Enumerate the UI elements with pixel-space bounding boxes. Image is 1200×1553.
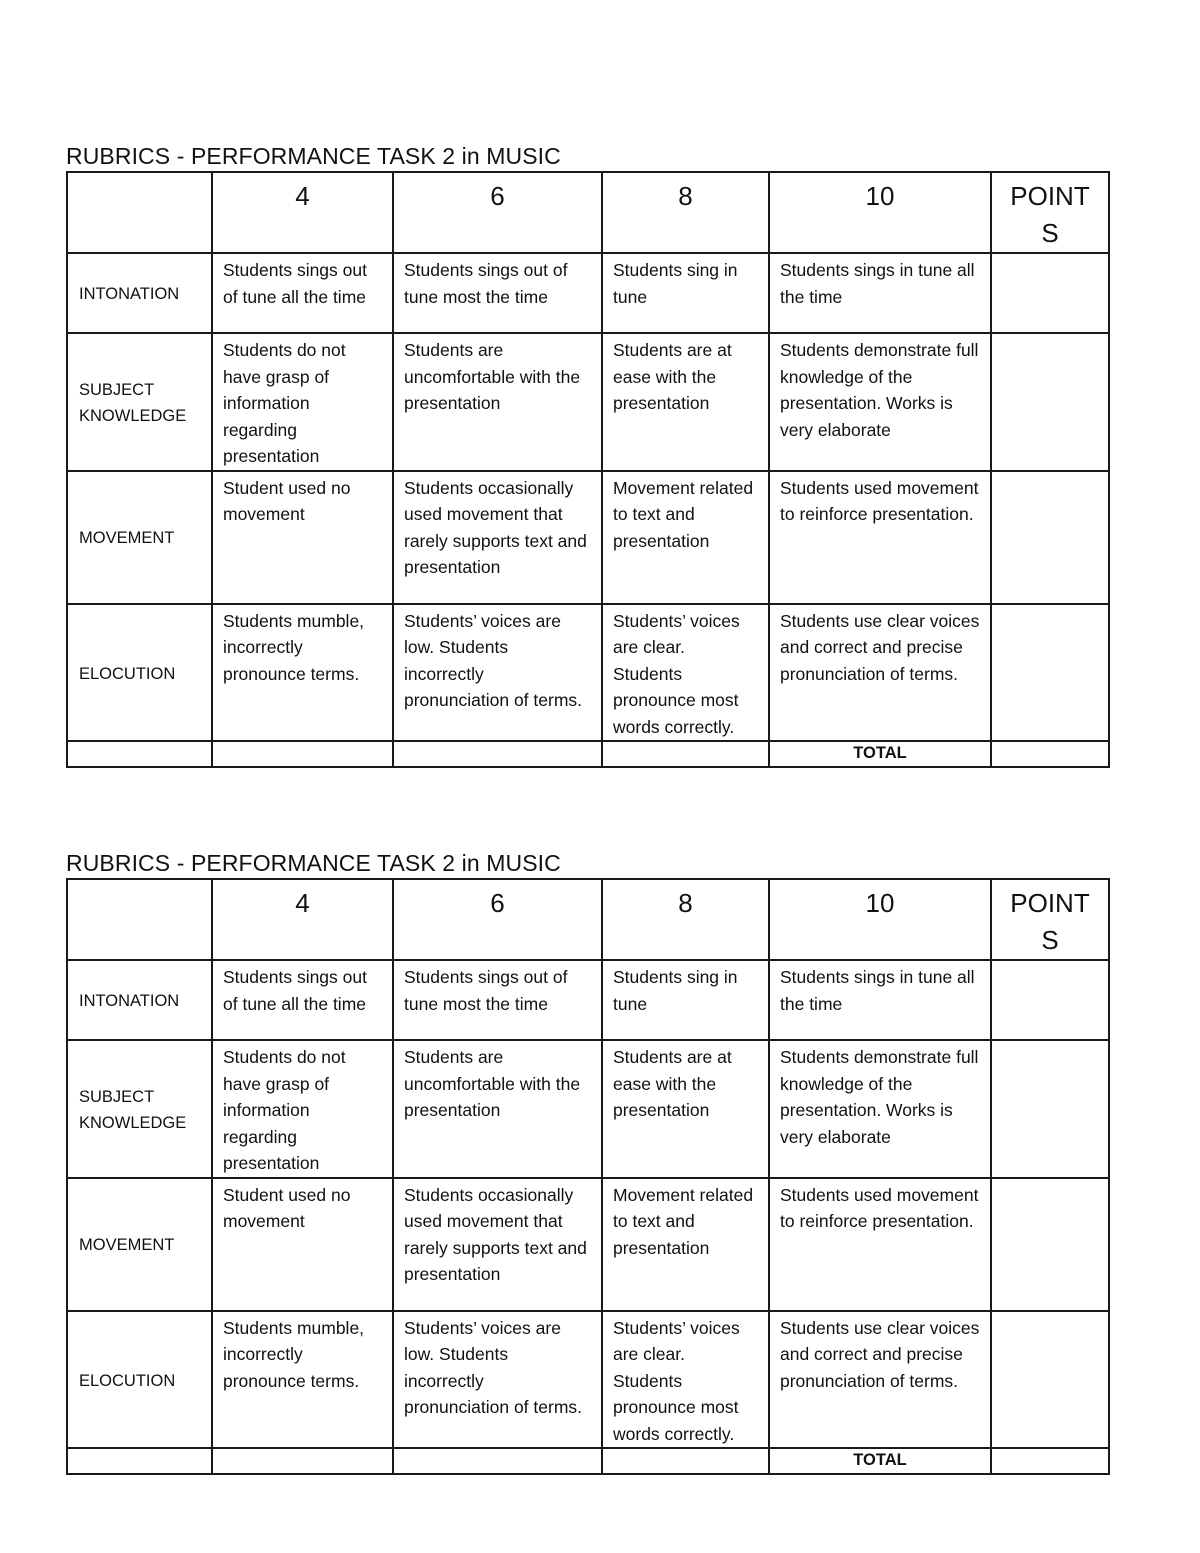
descriptor-cell: Movement related to text and presentation	[602, 1178, 769, 1311]
header-row	[67, 172, 1109, 253]
descriptor-cell: Students sings in tune all the time	[769, 253, 991, 333]
descriptor-cell: Students are uncomfortable with the presentation	[393, 333, 602, 471]
points-cell[interactable]	[991, 1178, 1109, 1311]
descriptor-cell: Students occasionally used movement that rarely supports text and presentation	[393, 1178, 602, 1311]
criterion-row-movement	[67, 1178, 1109, 1311]
rubric-title: RUBRICS - PERFORMANCE TASK 2 in MUSIC	[66, 850, 561, 876]
empty-cell	[393, 741, 602, 767]
descriptor-cell: Students sings out of tune all the time	[212, 253, 393, 333]
rubric-table	[66, 878, 1110, 1475]
descriptor-cell: Students demonstrate full knowledge of the presentation. Works is very elaborate	[769, 1040, 991, 1178]
header-points: POINT S	[991, 879, 1109, 960]
total-row	[67, 1448, 1109, 1474]
total-row	[67, 741, 1109, 767]
points-cell[interactable]	[991, 1040, 1109, 1178]
descriptor-cell: Students are at ease with the presentation	[602, 1040, 769, 1178]
descriptor-cell: Students used movement to reinforce presentation.	[769, 471, 991, 604]
rubric-block	[66, 141, 1108, 768]
descriptor-cell: Students sings in tune all the time	[769, 960, 991, 1040]
criterion-row-subject-knowledge	[67, 333, 1109, 471]
criterion-row-intonation	[67, 960, 1109, 1040]
descriptor-cell: Students occasionally used movement that rarely supports text and presentation	[393, 471, 602, 604]
header-blank-cell	[67, 879, 212, 960]
empty-cell	[67, 1448, 212, 1474]
descriptor-cell: Students’ voices are clear. Students pronounce most words correctly.	[602, 604, 769, 742]
criterion-label: INTONATION	[67, 253, 212, 333]
header-score-6: 6	[393, 879, 602, 960]
descriptor-cell: Students sings out of tune most the time	[393, 960, 602, 1040]
criterion-row-elocution	[67, 1311, 1109, 1449]
empty-cell	[212, 741, 393, 767]
descriptor-cell: Students are at ease with the presentation	[602, 333, 769, 471]
criterion-row-elocution	[67, 604, 1109, 742]
descriptor-cell: Students sings out of tune all the time	[212, 960, 393, 1040]
rubric-table	[66, 171, 1110, 768]
descriptor-cell: Student used no movement	[212, 1178, 393, 1311]
header-score-8: 8	[602, 172, 769, 253]
empty-cell	[393, 1448, 602, 1474]
descriptor-cell: Students use clear voices and correct and precise pronunciation of terms.	[769, 1311, 991, 1449]
total-label: TOTAL	[769, 1448, 991, 1474]
header-score-6: 6	[393, 172, 602, 253]
points-cell[interactable]	[991, 1311, 1109, 1449]
header-score-4: 4	[212, 172, 393, 253]
header-points: POINT S	[991, 172, 1109, 253]
descriptor-cell: Students do not have grasp of information regarding presentation	[212, 1040, 393, 1178]
points-cell[interactable]	[991, 960, 1109, 1040]
header-row	[67, 879, 1109, 960]
descriptor-cell: Students mumble, incorrectly pronounce terms.	[212, 1311, 393, 1449]
descriptor-cell: Students do not have grasp of information regarding presentation	[212, 333, 393, 471]
header-score-4: 4	[212, 879, 393, 960]
empty-cell	[602, 741, 769, 767]
rubric-block	[66, 848, 1108, 1475]
criterion-label: SUBJECT KNOWLEDGE	[67, 1040, 212, 1178]
descriptor-cell: Students are uncomfortable with the presentation	[393, 1040, 602, 1178]
points-cell[interactable]	[991, 604, 1109, 742]
criterion-label: INTONATION	[67, 960, 212, 1040]
points-cell[interactable]	[991, 471, 1109, 604]
total-points-cell[interactable]	[991, 741, 1109, 767]
points-cell[interactable]	[991, 253, 1109, 333]
header-score-10: 10	[769, 879, 991, 960]
points-cell[interactable]	[991, 333, 1109, 471]
header-score-10: 10	[769, 172, 991, 253]
total-points-cell[interactable]	[991, 1448, 1109, 1474]
header-blank-cell	[67, 172, 212, 253]
criterion-label: MOVEMENT	[67, 471, 212, 604]
descriptor-cell: Students demonstrate full knowledge of the presentation. Works is very elaborate	[769, 333, 991, 471]
descriptor-cell: Students use clear voices and correct and precise pronunciation of terms.	[769, 604, 991, 742]
rubric-title: RUBRICS - PERFORMANCE TASK 2 in MUSIC	[66, 143, 561, 169]
total-label: TOTAL	[769, 741, 991, 767]
criterion-label: MOVEMENT	[67, 1178, 212, 1311]
criterion-label: ELOCUTION	[67, 1311, 212, 1449]
descriptor-cell: Students sing in tune	[602, 960, 769, 1040]
criterion-label: SUBJECT KNOWLEDGE	[67, 333, 212, 471]
descriptor-cell: Students used movement to reinforce presentation.	[769, 1178, 991, 1311]
header-score-8: 8	[602, 879, 769, 960]
empty-cell	[67, 741, 212, 767]
descriptor-cell: Students’ voices are low. Students incorrectly pronunciation of terms.	[393, 1311, 602, 1449]
descriptor-cell: Students sing in tune	[602, 253, 769, 333]
empty-cell	[212, 1448, 393, 1474]
descriptor-cell: Students’ voices are clear. Students pronounce most words correctly.	[602, 1311, 769, 1449]
descriptor-cell: Movement related to text and presentation	[602, 471, 769, 604]
descriptor-cell: Students sings out of tune most the time	[393, 253, 602, 333]
criterion-row-movement	[67, 471, 1109, 604]
empty-cell	[602, 1448, 769, 1474]
descriptor-cell: Students mumble, incorrectly pronounce terms.	[212, 604, 393, 742]
descriptor-cell: Students’ voices are low. Students incorrectly pronunciation of terms.	[393, 604, 602, 742]
criterion-label: ELOCUTION	[67, 604, 212, 742]
criterion-row-intonation	[67, 253, 1109, 333]
descriptor-cell: Student used no movement	[212, 471, 393, 604]
criterion-row-subject-knowledge	[67, 1040, 1109, 1178]
